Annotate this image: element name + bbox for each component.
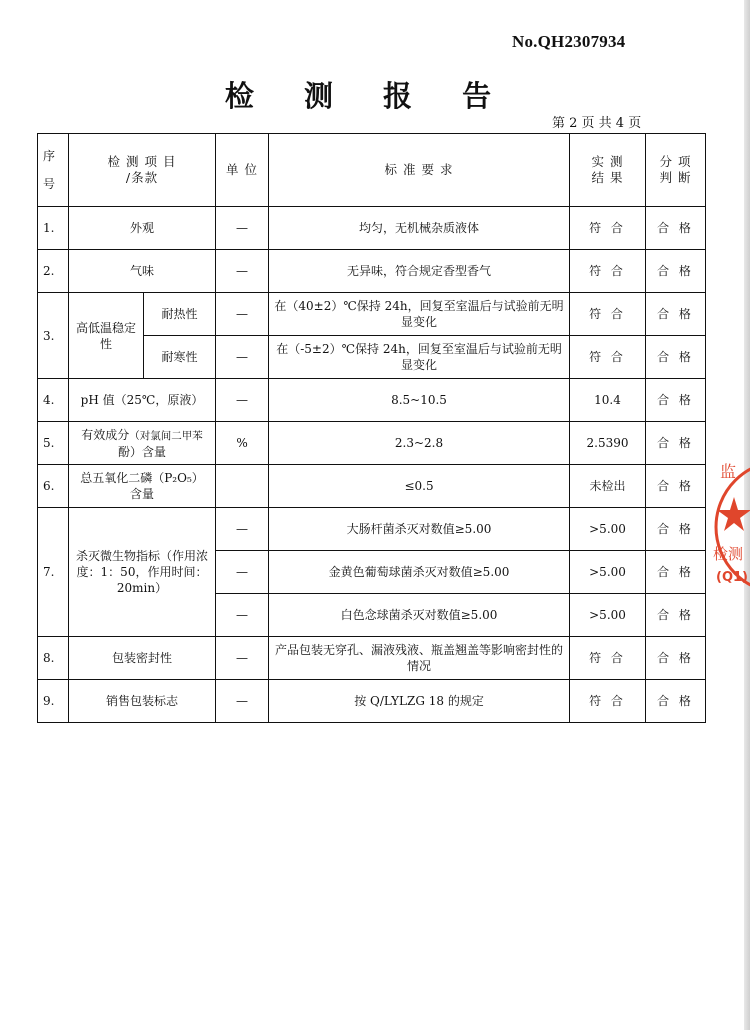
row-unit: — [216, 680, 269, 723]
row-verdict: 合 格 [646, 207, 706, 250]
row-item: 销售包装标志 [69, 680, 216, 723]
header-seq-line2: 号 [43, 177, 56, 191]
row-unit: % [216, 422, 269, 465]
row-item: 高低温稳定性 [69, 293, 144, 379]
seal-text-top: 监 [720, 462, 737, 481]
row-result: 未检出 [570, 465, 646, 508]
row-verdict: 合 格 [646, 594, 706, 637]
page-indicator: 第 2 页 共 4 页 [552, 116, 642, 131]
row-standard: 在（-5±2）℃保持 24h，回复至室温后与试验前无明显变化 [269, 336, 570, 379]
header-item [69, 134, 216, 207]
row-unit: — [216, 508, 269, 551]
row-unit: — [216, 293, 269, 336]
row-item: 外观 [69, 207, 216, 250]
header-result-line2: 结 果 [591, 170, 624, 185]
row-unit: — [216, 594, 269, 637]
row-verdict: 合 格 [646, 680, 706, 723]
row-unit: — [216, 551, 269, 594]
table-row [38, 637, 706, 680]
header-result-line1: 实 测 [591, 154, 624, 169]
row-standard: 产品包装无穿孔、漏液残液、瓶盖翘盖等影响密封性的情况 [269, 637, 570, 680]
row-item-small: （对氯间二甲苯 [129, 429, 203, 442]
row-standard: 白色念球菌杀灭对数值≥5.00 [269, 594, 570, 637]
table-row [38, 465, 706, 508]
row-item-line2: 含量 [130, 487, 155, 501]
report-number: No.QH2307934 [512, 32, 626, 51]
seal-text-mid: 检测 [713, 545, 744, 563]
table-row [38, 293, 706, 336]
inspection-seal [712, 455, 750, 593]
table-row [38, 680, 706, 723]
header-item-line2: /条款 [125, 170, 159, 185]
row-verdict: 合 格 [646, 250, 706, 293]
row-item: 气味 [69, 250, 216, 293]
row-verdict: 合 格 [646, 551, 706, 594]
row-result: 10.4 [570, 379, 646, 422]
row-item: 包装密封性 [69, 637, 216, 680]
row-seq: 7. [38, 508, 69, 637]
row-result: 符 合 [570, 293, 646, 336]
row-unit: — [216, 336, 269, 379]
row-item [69, 465, 216, 508]
row-standard: 2.3~2.8 [269, 422, 570, 465]
row-standard: 8.5~10.5 [269, 379, 570, 422]
row-unit: — [216, 637, 269, 680]
table-row [38, 250, 706, 293]
row-seq: 6. [38, 465, 69, 508]
table-row [38, 207, 706, 250]
row-result: >5.00 [570, 551, 646, 594]
row-seq: 5. [38, 422, 69, 465]
row-standard: 均匀，无机械杂质液体 [269, 207, 570, 250]
row-result: 符 合 [570, 207, 646, 250]
row-item [69, 422, 216, 465]
header-unit: 单 位 [216, 134, 269, 207]
row-standard: 金黄色葡萄球菌杀灭对数值≥5.00 [269, 551, 570, 594]
row-verdict: 合 格 [646, 508, 706, 551]
row-standard: 按 Q/LYLZG 18 的规定 [269, 680, 570, 723]
row-seq: 9. [38, 680, 69, 723]
table-row [38, 422, 706, 465]
row-verdict: 合 格 [646, 465, 706, 508]
row-standard: 在（40±2）℃保持 24h，回复至室温后与试验前无明显变化 [269, 293, 570, 336]
report-title: 检 测 报 告 [224, 79, 512, 113]
row-verdict: 合 格 [646, 379, 706, 422]
row-item-main: 有效成分 [81, 427, 130, 442]
row-result: >5.00 [570, 594, 646, 637]
row-item: 杀灭微生物指标（作用浓度：1：50，作用时间：20min） [69, 508, 216, 637]
row-verdict: 合 格 [646, 637, 706, 680]
table-row [38, 379, 706, 422]
header-standard: 标 准 要 求 [269, 134, 570, 207]
seal-code: (Q1) [716, 570, 748, 585]
row-item: pH 值（25℃，原液） [69, 379, 216, 422]
header-seq-line1: 序 [43, 149, 56, 163]
row-unit [216, 465, 269, 508]
row-verdict: 合 格 [646, 422, 706, 465]
row-unit: — [216, 207, 269, 250]
row-subitem: 耐热性 [144, 293, 216, 336]
row-unit: — [216, 379, 269, 422]
row-standard: 无异味，符合规定香型香气 [269, 250, 570, 293]
row-seq: 8. [38, 637, 69, 680]
row-result: 符 合 [570, 637, 646, 680]
row-item-line2: 酚）含量 [118, 444, 167, 459]
row-verdict: 合 格 [646, 336, 706, 379]
row-standard: ≤0.5 [269, 465, 570, 508]
inspection-table [37, 133, 706, 723]
table-header-row [38, 134, 706, 207]
row-seq: 1. [38, 207, 69, 250]
row-seq: 4. [38, 379, 69, 422]
header-verdict [646, 134, 706, 207]
header-result [570, 134, 646, 207]
row-item-line1: 总五氧化二磷（P₂O₅） [80, 471, 204, 485]
row-seq: 2. [38, 250, 69, 293]
row-subitem: 耐寒性 [144, 336, 216, 379]
header-verdict-line1: 分 项 [659, 154, 692, 169]
row-result: 符 合 [570, 680, 646, 723]
row-result: >5.00 [570, 508, 646, 551]
table-row [38, 508, 706, 551]
row-result: 符 合 [570, 250, 646, 293]
row-unit: — [216, 250, 269, 293]
row-verdict: 合 格 [646, 293, 706, 336]
row-result: 符 合 [570, 336, 646, 379]
header-seq [38, 134, 69, 207]
header-item-line1: 检 测 项 目 [107, 154, 177, 169]
row-standard: 大肠杆菌杀灭对数值≥5.00 [269, 508, 570, 551]
row-result: 2.5390 [570, 422, 646, 465]
row-seq: 3. [38, 293, 69, 379]
header-verdict-line2: 判 断 [659, 170, 692, 185]
seal-graphic [712, 455, 750, 593]
